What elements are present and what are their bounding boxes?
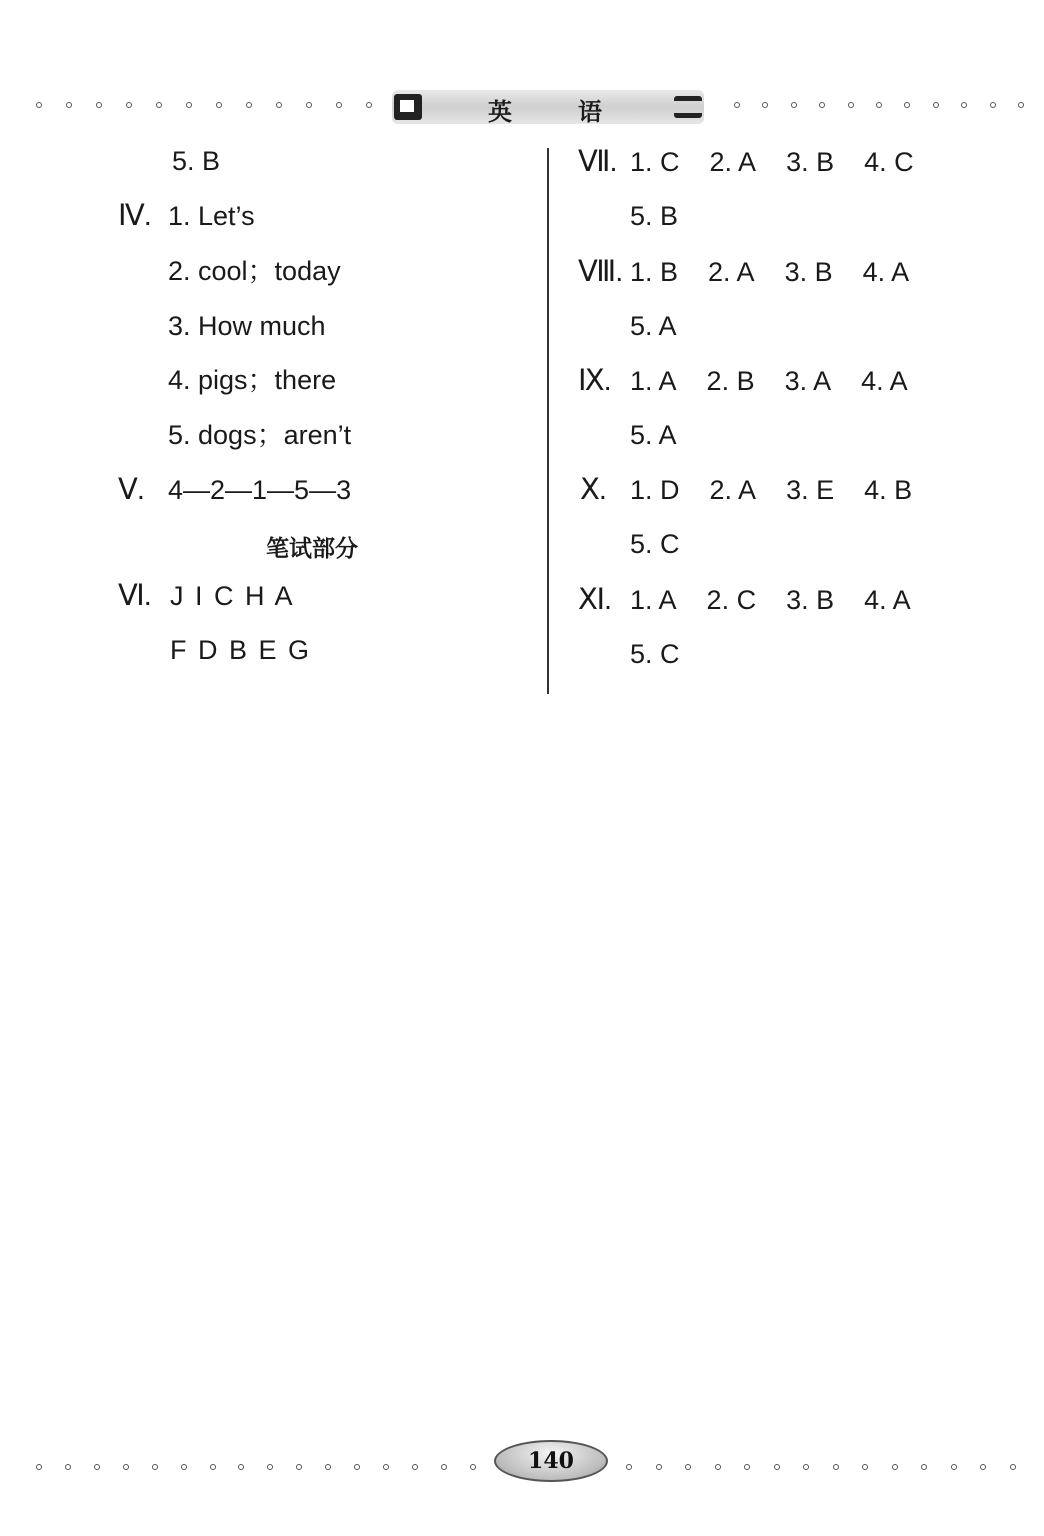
section-numeral-v: Ⅴ. — [118, 474, 144, 506]
answer-item: 1. B — [630, 257, 679, 287]
answer-line: 5. C — [630, 529, 680, 559]
answer-item: 1. A — [630, 585, 677, 615]
answer-line: 4. pigs；there — [168, 365, 337, 395]
section-numeral-x: Ⅹ. — [580, 474, 606, 506]
section-numeral-viii: Ⅷ. — [578, 256, 623, 288]
answer-line: 3. How much — [168, 311, 326, 341]
answer-line: J I C H A — [170, 581, 295, 611]
answer-item: 2. A — [708, 257, 755, 287]
answer-item: 4. B — [864, 475, 913, 505]
answer-item: 1. C — [630, 147, 680, 177]
header-subject-char-2: 语 — [578, 97, 602, 126]
answer-line: 2. cool；today — [168, 256, 341, 286]
answer-line: 5. A — [630, 311, 677, 341]
answer-line: 5. B — [172, 146, 221, 176]
column-divider — [547, 148, 549, 694]
answer-item: 3. E — [786, 475, 835, 505]
answer-line: 5. dogs；aren’t — [168, 420, 352, 450]
answer-line — [630, 368, 908, 395]
answer-line: 5. C — [630, 639, 680, 669]
answer-line: F D B E G — [170, 635, 312, 665]
answer-item: 1. A — [630, 366, 677, 396]
header-right-emblem-icon — [674, 96, 702, 118]
answer-item: 3. A — [784, 366, 832, 396]
answer-line — [630, 587, 911, 614]
answer-item: 2. A — [709, 147, 757, 177]
top-dots-right — [734, 100, 1024, 110]
bottom-dots-right — [626, 1462, 1016, 1472]
answer-line — [630, 477, 912, 504]
section-numeral-xi: Ⅺ. — [578, 584, 612, 616]
page-number: 140 — [528, 1448, 574, 1474]
answer-item: 4. C — [864, 147, 914, 177]
page-number-badge — [494, 1440, 608, 1482]
section-numeral-ix: Ⅸ. — [578, 365, 611, 397]
answer-line — [630, 149, 914, 176]
section-numeral-vii: Ⅶ. — [578, 146, 617, 178]
header-subject-char-1: 英 — [488, 97, 512, 126]
answer-item: 3. B — [784, 257, 833, 287]
answer-line: 1. Let’s — [168, 201, 255, 231]
answer-item: 4. A — [862, 257, 910, 287]
written-section-heading: 笔试部分 — [266, 535, 358, 561]
answer-item: 3. B — [786, 147, 835, 177]
answer-line: 4—2—1—5—3 — [168, 475, 352, 505]
answer-item: 2. A — [709, 475, 757, 505]
answer-item: 1. D — [630, 475, 680, 505]
top-dots-left — [36, 100, 372, 110]
answer-line: 5. B — [630, 201, 679, 231]
answer-item: 4. A — [861, 366, 908, 396]
answer-line: 5. A — [630, 420, 677, 450]
answer-item: 2. B — [706, 366, 755, 396]
answer-item: 2. C — [706, 585, 757, 615]
answer-item: 4. A — [864, 585, 911, 615]
section-numeral-iv: Ⅳ. — [118, 200, 151, 232]
answer-item: 3. B — [786, 585, 835, 615]
answer-line — [630, 259, 909, 286]
bottom-dots-left — [36, 1462, 476, 1472]
header-left-emblem-icon — [394, 94, 422, 120]
section-numeral-vi: Ⅵ. — [118, 580, 151, 612]
header-band — [392, 90, 704, 124]
